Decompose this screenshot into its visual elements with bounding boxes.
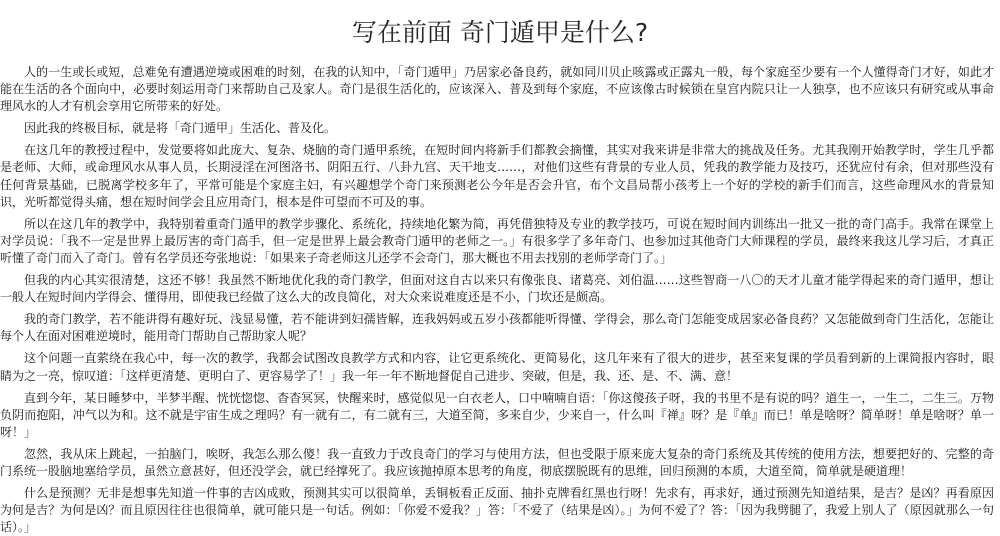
paragraph: 所以在这几年的教学中，我特别着重奇门遁甲的教学步骤化、系统化，持续地化繁为简，再凭借独特及专业的教学技巧，可说在短时间内训练出一批又一批的奇门高手。我常在课堂上对学员说：「我不一定是世界上最厉害的奇门高手，但一定是世界上最会教奇门遁甲的老师之一。」有很多学了多年奇门、也参加过其他奇门大师课程的学员，最终来我这儿学习后，才真正听懂了奇门而入了奇门。曾有名学员还夸张地说：「如果来子奇老师这儿还学不会奇门，那大概也不用去找别的老师学奇门了。」 (0, 216, 994, 265)
paragraph: 我的奇门教学，若不能讲得有趣好玩、浅显易懂，若不能讲到妇孺皆解，连我妈妈或五岁小孩都能听得懂、学得会，那么奇门怎能变成居家必备良药？又怎能做到奇门生活化，怎能让每个人在面对困难逆境时，能用奇门帮助自己帮助家人呢？ (0, 312, 994, 344)
paragraph: 这个问题一直萦绕在我心中，每一次的教学，我都会试图改良教学方式和内容，让它更系统化、更简易化，这几年来有了很大的进步，甚至来复课的学员看到新的上课简报内容时，眼睛为之一亮，惊叹道：「这样更清楚、更明白了、更容易学了！」我一年一年不断地督促自己进步、突破，但是，我、还、是、不、满、意！ (0, 351, 994, 383)
paragraph: 因此我的终极目标，就是将「奇门遁甲」生活化、普及化。 (24, 121, 337, 136)
paragraph: 直到今年，某日睡梦中，半梦半醒、恍恍惚惚、杳杳冥冥，快醒来时，感觉似见一白衣老人，口中喃喃自语：「你这傻孩子呀，我的书里不是有说的吗？道生一，一生二，二生三。万物负阴而抱阳，冲气以为和。这不就是宇宙生成之理吗？有一就有二，有二就有三，大道至简，多来自少，少来自一，什么叫『禅』呀？是『单』而已！单是啥呀？简单呀！单是啥呀？单一呀！」 (0, 390, 994, 439)
paragraph: 忽然，我从床上跳起，一拍脑门，唉呀，我怎么那么傻！我一直致力于改良奇门的学习与使用方法，但也受限于原来庞大复杂的奇门系统及其传统的使用方法，想要把好的、完整的奇门系统一股脑地塞给学员，虽然立意甚好，但还没学会，就已经撑死了。我应该抛掉原本思考的角度，彻底摆脱既有的思维，回归预测的本质，大道至简，简单就是硬道理！ (0, 446, 994, 478)
paragraph: 人的一生或长或短，总难免有遭遇逆境或困难的时刻，在我的认知中，「奇门遁甲」乃居家必备良药，就如同川贝止咳露或正露丸一般，每个家庭至少要有一个人懂得奇门才好，如此才能在生活的各个面向中，必要时刻运用奇门来帮助自己及家人。奇门是很生活化的，应该深入、普及到每个家庭，不应该像古时候锁在皇宫内院只让一人独享，也不应该只有研究或从事命理风水的人才有机会享用它所带来的好处。 (0, 65, 994, 114)
page-title: 写在前面 奇门遁甲是什么? (351, 18, 649, 47)
paragraph: 什么是预测？无非是想事先知道一件事的吉凶成败，预测其实可以很简单，丢铜板看正反面、抽扑克牌看红黑也行呀！先求有，再求好，通过预测先知道结果，是吉？是凶？再看原因为何是吉？为何是凶？而且原因往往也很简单，就可能只是一句话。例如：「你爱不爱我？」答：「不爱了（结果是凶）。」为何不爱了？答：「因为我劈腿了，我爱上别人了（原因就那么一句话）。」 (0, 486, 994, 535)
paragraph: 在这几年的教授过程中，发觉要将如此庞大、复杂、烧脑的奇门遁甲系统，在短时间内将新手们都教会摘懂，其实对我来讲是非常大的挑战及任务。尤其我刚开始教学时，学生几乎都是老师、大师，或命理风水从事人员，长期浸淫在河图洛书、阴阳五行、八卦九宫、天干地支……，对他们这些有背景的专业人员，凭我的教学能力及技巧，还犹应付有余，但对那些没有任何背景基础，已脱离学校多年了，平常可能是个家庭主妇，有兴趣想学个奇门来预测老公今年是否会升官，布个文昌局帮小孩考上一个好的学校的新手们而言，这些命理风水的背景知识，光听都觉得头痛，想在短时间学会且应用奇门，根本是件可望而不可及的事。 (0, 143, 994, 209)
paragraph: 但我的内心其实很清楚，这还不够！我虽然不断地优化我的奇门教学，但面对这自古以来只有像张良、诸葛亮、刘伯温……这些智商一八〇的天才儿童才能学得起来的奇门遁甲，想让一般人在短时间内学得会、懂得用，即使我已经做了这么大的改良简化，对大众来说难度还是不小，门坎还是颇高。 (0, 273, 994, 305)
article-body (0, 54, 1000, 536)
